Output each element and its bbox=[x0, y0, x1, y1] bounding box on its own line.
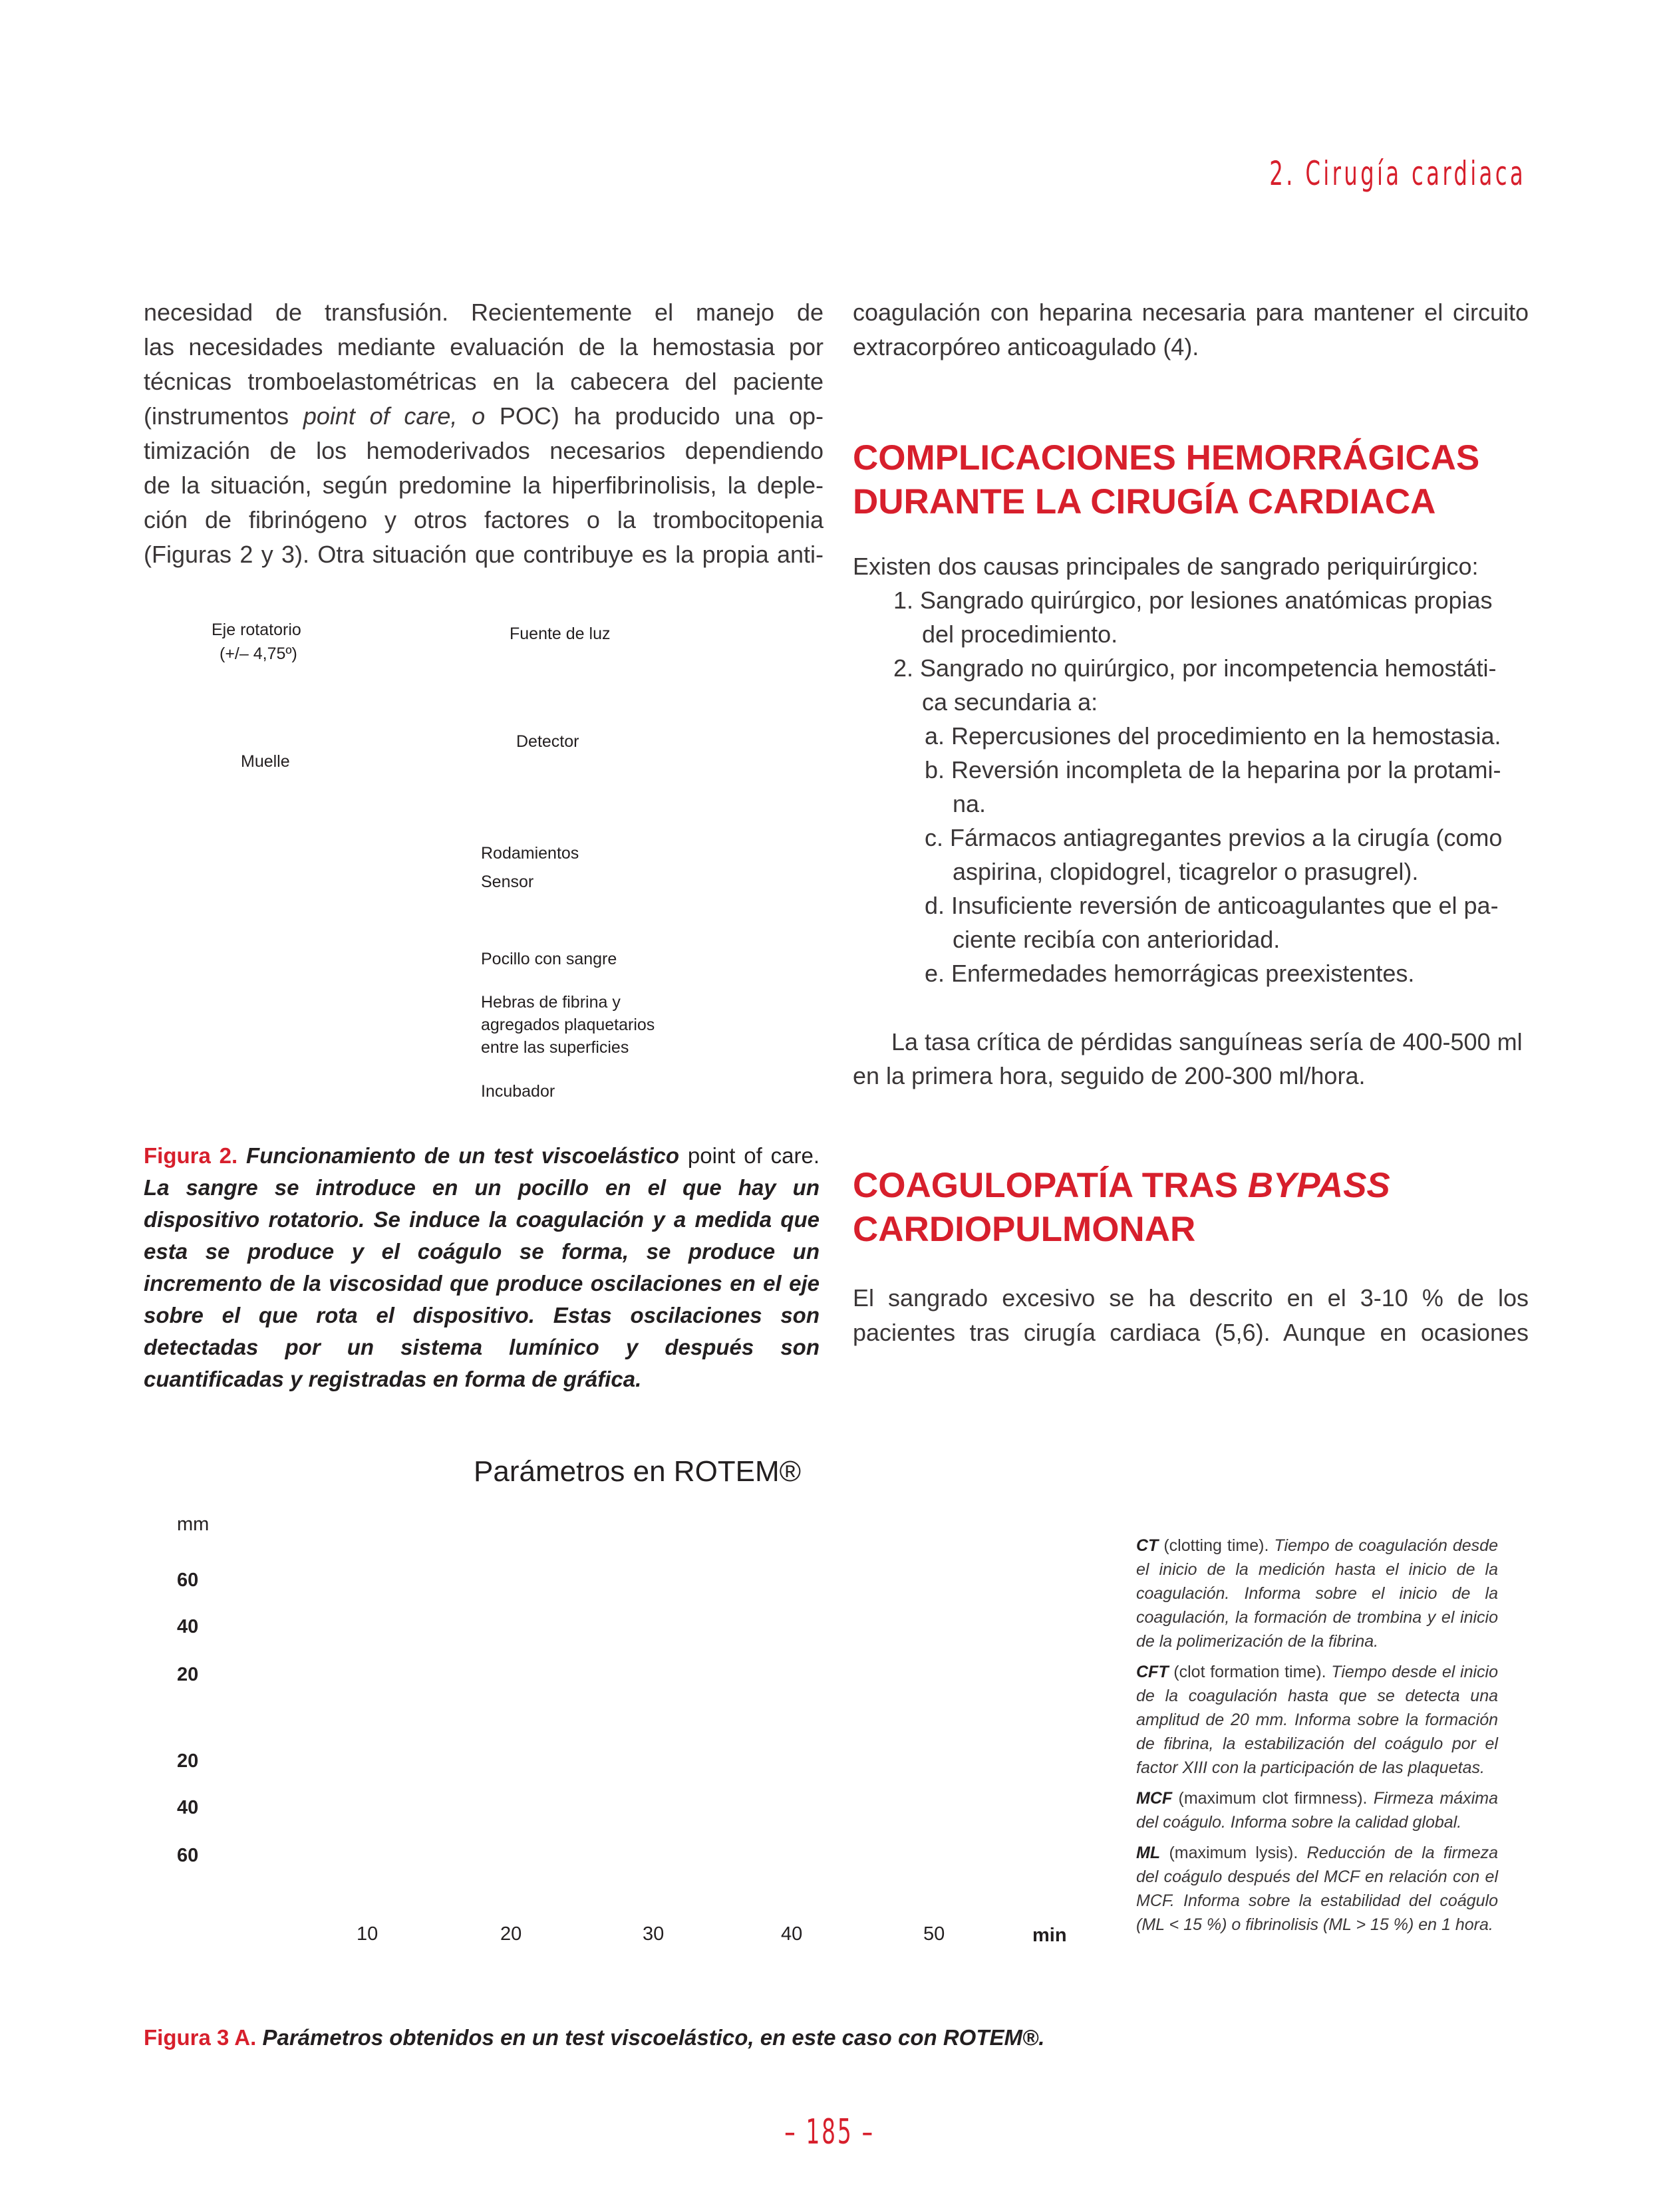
figure3-caption bbox=[144, 2022, 1208, 2054]
figure2-caption-label: Figura 2. bbox=[144, 1143, 238, 1168]
causes-intro: Existen dos causas principales de sangrado periquirúrgico: bbox=[853, 553, 1479, 580]
label-incubador: Incubador bbox=[481, 1082, 555, 1101]
figure2-caption-b: point of care. bbox=[679, 1143, 820, 1168]
label-rodamientos: Rodamientos bbox=[481, 844, 579, 863]
sub-item-d-cont: ciente recibía con anterioridad. bbox=[953, 926, 1281, 953]
legend-cft bbox=[1136, 1660, 1498, 1780]
sub-item-d: d. Insuficiente reversión de anticoagulantes que el pa- bbox=[925, 892, 1499, 919]
heading2-part-a: COAGULOPATÍA TRAS bbox=[853, 1166, 1248, 1205]
left-line-5: timización de los hemoderivados necesarios dependiendo bbox=[144, 437, 824, 464]
bleed-line-2: pacientes tras cirugía cardiaca (5,6). Aunque en ocasiones bbox=[853, 1319, 1529, 1346]
left-line-7: ción de fibrinógeno y otros factores o la trombocitopenia bbox=[144, 506, 824, 533]
left-line-4 bbox=[144, 399, 824, 434]
figure3-caption-text: Parámetros obtenidos en un test viscoelástico, en este caso con ROTEM®. bbox=[256, 2025, 1045, 2050]
y-tick-upper-60: 60 bbox=[177, 1570, 199, 1591]
legend-ml-abbr: ML bbox=[1136, 1844, 1161, 1862]
figure2-caption-c: La sangre se introduce en un pocillo en el que hay un dispositivo rotatorio. Se induce la coagulación y a medida que esta se produce y el coágulo se forma, se produce un incremento de la viscosidad que produce oscilaciones en el eje sobre el que rota el dispositivo. Estas oscilaciones son detectadas por un sistema lumínico y después son cuantificadas y registradas en forma de gráfica. bbox=[144, 1175, 820, 1391]
x-tick-10: 10 bbox=[357, 1923, 378, 1945]
label-hebras-2: agregados plaquetarios bbox=[481, 1016, 655, 1034]
left-line-2: las necesidades mediante evaluación de la hemostasia por bbox=[144, 333, 824, 360]
figure3-legend bbox=[1136, 1534, 1498, 1937]
heading2-line-1 bbox=[853, 1164, 1390, 1208]
running-header: 2. Cirugía cardiaca bbox=[1269, 154, 1526, 193]
heading1-line-2: DURANTE LA CIRUGÍA CARDIACA bbox=[853, 482, 1436, 521]
label-eje-grados: (+/– 4,75º) bbox=[220, 644, 297, 663]
sub-item-b: b. Reversión incompleta de la heparina por la protami- bbox=[925, 756, 1501, 783]
legend-ml-es: Reducción de la firmeza del coágulo después del MCF en relación con el MCF. Informa sobre la estabilidad del coágulo (ML < 15 %) o fibrinolisis (ML > 15 %) en 1 hora. bbox=[1136, 1844, 1499, 1934]
label-pocillo: Pocillo con sangre bbox=[481, 950, 617, 968]
legend-mcf-abbr: MCF bbox=[1136, 1789, 1173, 1808]
legend-mcf-es: Firmeza máxima del coágulo. Informa sobre la calidad global. bbox=[1136, 1789, 1498, 1832]
left-line-8: (Figuras 2 y 3). Otra situación que contribuye es la propia anti- bbox=[144, 541, 824, 568]
y-tick-lower-40: 40 bbox=[177, 1797, 199, 1818]
y-tick-lower-60: 60 bbox=[177, 1845, 199, 1866]
x-tick-30: 30 bbox=[643, 1923, 665, 1945]
sub-item-a: a. Repercusiones del procedimiento en la hemostasia. bbox=[925, 722, 1501, 750]
left-line-4-c: POC) ha producido una op- bbox=[485, 402, 824, 430]
legend-ml-en: (maximum lysis). bbox=[1160, 1844, 1298, 1862]
y-tick-upper-20: 20 bbox=[177, 1664, 199, 1685]
rate-line-1: La tasa crítica de pérdidas sanguíneas sería de 400-500 ml bbox=[891, 1028, 1523, 1055]
legend-mcf bbox=[1136, 1786, 1498, 1834]
cause-item-2: 2. Sangrado no quirúrgico, por incompetencia hemostáti- bbox=[893, 654, 1497, 682]
legend-cft-es: Tiempo desde el inicio de la coagulación hasta que se detecta una amplitud de 20 mm. Informa sobre la formación de fibrina, la estabilización del coágulo por el factor XIII con la participación de las plaquetas. bbox=[1136, 1663, 1498, 1777]
left-column-text bbox=[144, 295, 824, 572]
sub-item-e: e. Enfermedades hemorrágicas preexistentes. bbox=[925, 960, 1415, 987]
right-intro-line-2: extracorpóreo anticoagulado (4). bbox=[853, 333, 1199, 360]
label-eje-rotatorio: Eje rotatorio bbox=[212, 621, 301, 639]
left-line-6: de la situación, según predomine la hiperfibrinolisis, la deple- bbox=[144, 472, 824, 499]
bleed-line-1: El sangrado excesivo se ha descrito en el 3-10 % de los bbox=[853, 1284, 1529, 1312]
section-heading-coagulopatia bbox=[853, 1164, 1390, 1252]
label-detector: Detector bbox=[516, 732, 579, 751]
label-fuente-de-luz: Fuente de luz bbox=[510, 624, 611, 643]
sub-item-c: c. Fármacos antiagregantes previos a la cirugía (como bbox=[925, 824, 1503, 851]
legend-mcf-en: (maximum clot firmness). bbox=[1172, 1789, 1368, 1808]
label-hebras-1: Hebras de fibrina y bbox=[481, 993, 621, 1012]
label-muelle: Muelle bbox=[241, 752, 290, 771]
left-line-4-italic: point of care, o bbox=[303, 402, 486, 430]
sub-item-b-cont: na. bbox=[953, 790, 986, 817]
section-heading-complicaciones bbox=[853, 436, 1479, 524]
cause-item-1: 1. Sangrado quirúrgico, por lesiones anatómicas propias bbox=[893, 587, 1493, 614]
right-intro-text bbox=[853, 295, 1529, 364]
legend-cft-abbr: CFT bbox=[1136, 1663, 1169, 1681]
right-intro-line-1: coagulación con heparina necesaria para mantener el circuito bbox=[853, 299, 1529, 326]
legend-ct bbox=[1136, 1534, 1498, 1653]
heading2-bypass: BYPASS bbox=[1247, 1166, 1390, 1205]
legend-ct-abbr: CT bbox=[1136, 1536, 1159, 1555]
legend-ml bbox=[1136, 1841, 1498, 1937]
y-tick-upper-40: 40 bbox=[177, 1616, 199, 1637]
figure3-caption-label: Figura 3 A. bbox=[144, 2025, 257, 2050]
y-axis-unit: mm bbox=[177, 1514, 210, 1535]
figure2-caption bbox=[144, 1140, 820, 1395]
page-number: – 185 – bbox=[784, 2112, 875, 2152]
heading1-line-1: COMPLICACIONES HEMORRÁGICAS bbox=[853, 438, 1480, 478]
left-line-3: técnicas tromboelastométricas en la cabecera del paciente bbox=[144, 368, 824, 395]
left-line-4-a: (instrumentos bbox=[144, 402, 303, 430]
figure3-title: Parámetros en ROTEM® bbox=[474, 1455, 802, 1488]
x-tick-40: 40 bbox=[781, 1923, 803, 1945]
rate-line-2: en la primera hora, seguido de 200-300 ml/hora. bbox=[853, 1062, 1366, 1089]
x-tick-50: 50 bbox=[923, 1923, 945, 1945]
legend-ct-en: (clotting time). bbox=[1158, 1536, 1269, 1555]
heading2-line-2: CARDIOPULMONAR bbox=[853, 1210, 1196, 1249]
figure2-caption-a: Funcionamiento de un test viscoelástico bbox=[237, 1143, 680, 1168]
label-hebras-3: entre las superficies bbox=[481, 1038, 629, 1057]
sub-item-c-cont: aspirina, clopidogrel, ticagrelor o prasugrel). bbox=[953, 858, 1419, 885]
legend-ct-es: Tiempo de coagulación desde el inicio de la medición hasta el inicio de la coagulación. Informa sobre el inicio de la coagulación, la formación de trombina y el inicio de la polimerización de la fibrina. bbox=[1136, 1536, 1498, 1651]
y-tick-lower-20: 20 bbox=[177, 1750, 199, 1772]
legend-cft-en: (clot formation time). bbox=[1168, 1663, 1326, 1681]
x-tick-20: 20 bbox=[500, 1923, 522, 1945]
cause-item-1-cont: del procedimiento. bbox=[922, 621, 1118, 648]
left-line-1: necesidad de transfusión. Recientemente el manejo de bbox=[144, 299, 824, 326]
label-sensor: Sensor bbox=[481, 873, 534, 891]
bleeding-text bbox=[853, 1281, 1529, 1350]
x-axis-unit: min bbox=[1032, 1925, 1067, 1946]
cause-item-2-cont: ca secundaria a: bbox=[922, 688, 1098, 716]
